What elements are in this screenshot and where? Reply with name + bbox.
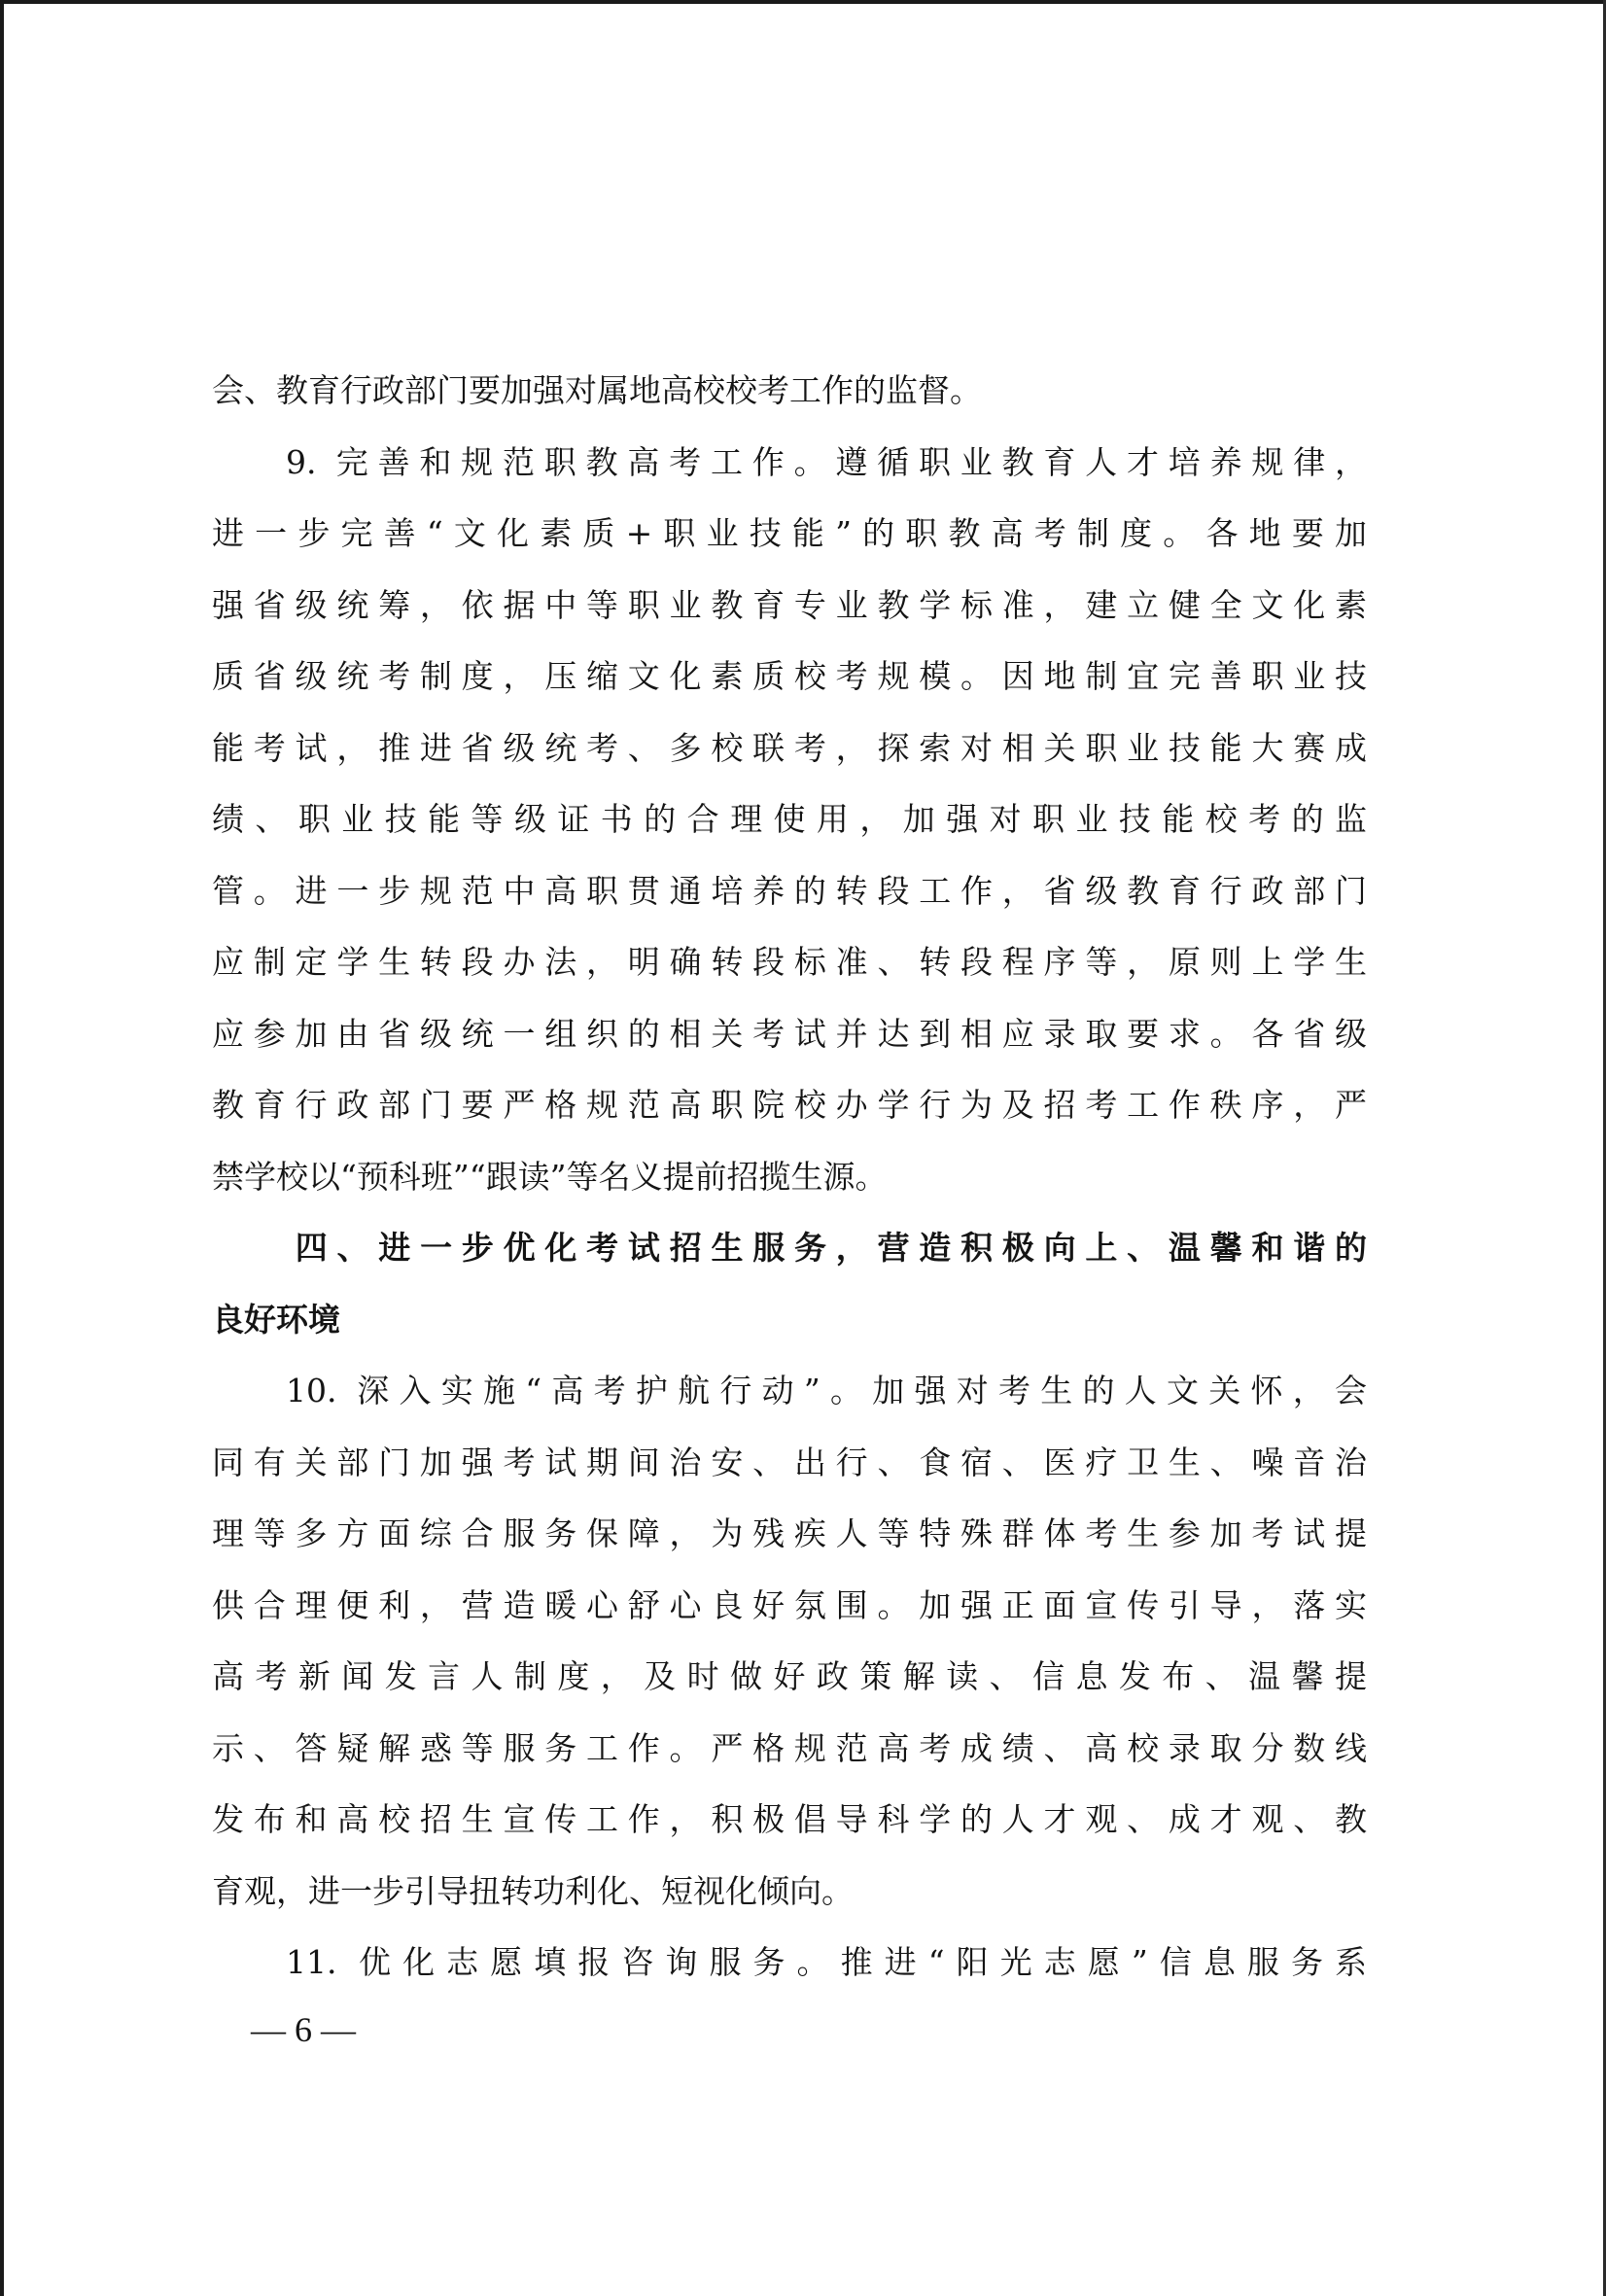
line-text: 会、教育行政部门要加强对属地高校校考工作的监督。 — [212, 371, 982, 409]
paragraph-line — [212, 855, 1367, 927]
line-text: 应参加由省级统一组织的相关考试并达到相应录取要求。各省级 — [212, 1014, 1367, 1053]
paragraph-line — [212, 1069, 1367, 1141]
scan-border-left — [0, 0, 4, 2296]
line-text: 11. 优化志愿填报咨询服务。推进“阳光志愿”信息服务系 — [286, 1943, 1367, 1981]
line-text: 质省级统考制度，压缩文化素质校考规模。因地制宜完善职业技 — [212, 657, 1367, 695]
paragraph-line — [212, 1713, 1367, 1785]
line-text: 9. 完善和规范职教高考工作。遵循职业教育人才培养规律， — [286, 442, 1367, 481]
line-text: 良好环境 — [212, 1300, 340, 1339]
paragraph-line — [212, 1141, 1367, 1213]
line-text: 应制定学生转段办法，明确转段标准、转段程序等，原则上学生 — [212, 943, 1367, 981]
paragraph-line — [212, 1784, 1367, 1856]
line-text: 禁学校以“预科班”“跟读”等名义提前招揽生源。 — [212, 1157, 888, 1196]
paragraph-line — [212, 1498, 1367, 1570]
line-text: 四、进一步优化考试招生服务，营造积极向上、温馨和谐的 — [286, 1229, 1367, 1267]
line-text: 能考试，推进省级统考、多校联考，探索对相关职业技能大赛成 — [212, 728, 1367, 767]
line-text: 同有关部门加强考试期间治安、出行、食宿、医疗卫生、噪音治 — [212, 1443, 1367, 1481]
line-text: 教育行政部门要严格规范高职院校办学行为及招考工作秩序，严 — [212, 1086, 1367, 1124]
paragraph-line — [212, 427, 1367, 499]
paragraph-line — [212, 1641, 1367, 1713]
line-text: 高考新闻发言人制度，及时做好政策解读、信息发布、温馨提 — [212, 1657, 1367, 1695]
line-text: 管。进一步规范中高职贯通培养的转段工作，省级教育行政部门 — [212, 871, 1367, 910]
paragraph-line — [212, 783, 1367, 855]
document-body — [212, 355, 1367, 1999]
line-text: 发布和高校招生宣传工作，积极倡导科学的人才观、成才观、教 — [212, 1800, 1367, 1838]
line-text: 示、答疑解惑等服务工作。严格规范高考成绩、高校录取分数线 — [212, 1728, 1367, 1767]
page-number: — 6 — — [251, 2010, 356, 2049]
line-text: 绩、职业技能等级证书的合理使用，加强对职业技能校考的监 — [212, 800, 1367, 838]
section-heading-line — [212, 1212, 1367, 1284]
line-text: 育观，进一步引导扭转功利化、短视化倾向。 — [212, 1871, 854, 1910]
line-text: 强省级统筹，依据中等职业教育专业教学标准，建立健全文化素 — [212, 585, 1367, 624]
paragraph-line — [212, 355, 1367, 427]
paragraph-line — [212, 1355, 1367, 1427]
paragraph-line — [212, 498, 1367, 570]
line-text: 10. 深入实施“高考护航行动”。加强对考生的人文关怀，会 — [286, 1372, 1367, 1409]
scan-border-top — [0, 0, 1606, 4]
line-text: 理等多方面综合服务保障，为残疾人等特殊群体考生参加考试提 — [212, 1514, 1367, 1552]
paragraph-line — [212, 1570, 1367, 1642]
paragraph-line — [212, 1927, 1367, 1999]
paragraph-line — [212, 713, 1367, 784]
paragraph-line — [212, 998, 1367, 1070]
section-heading-line — [212, 1284, 1367, 1356]
paragraph-line — [212, 1427, 1367, 1499]
line-text: 供合理便利，营造暖心舒心良好氛围。加强正面宣传引导，落实 — [212, 1585, 1367, 1624]
paragraph-line — [212, 641, 1367, 713]
paragraph-line — [212, 570, 1367, 642]
line-text: 进一步完善“文化素质+职业技能”的职教高考制度。各地要加 — [212, 514, 1367, 552]
paragraph-line — [212, 1856, 1367, 1928]
paragraph-line — [212, 926, 1367, 998]
